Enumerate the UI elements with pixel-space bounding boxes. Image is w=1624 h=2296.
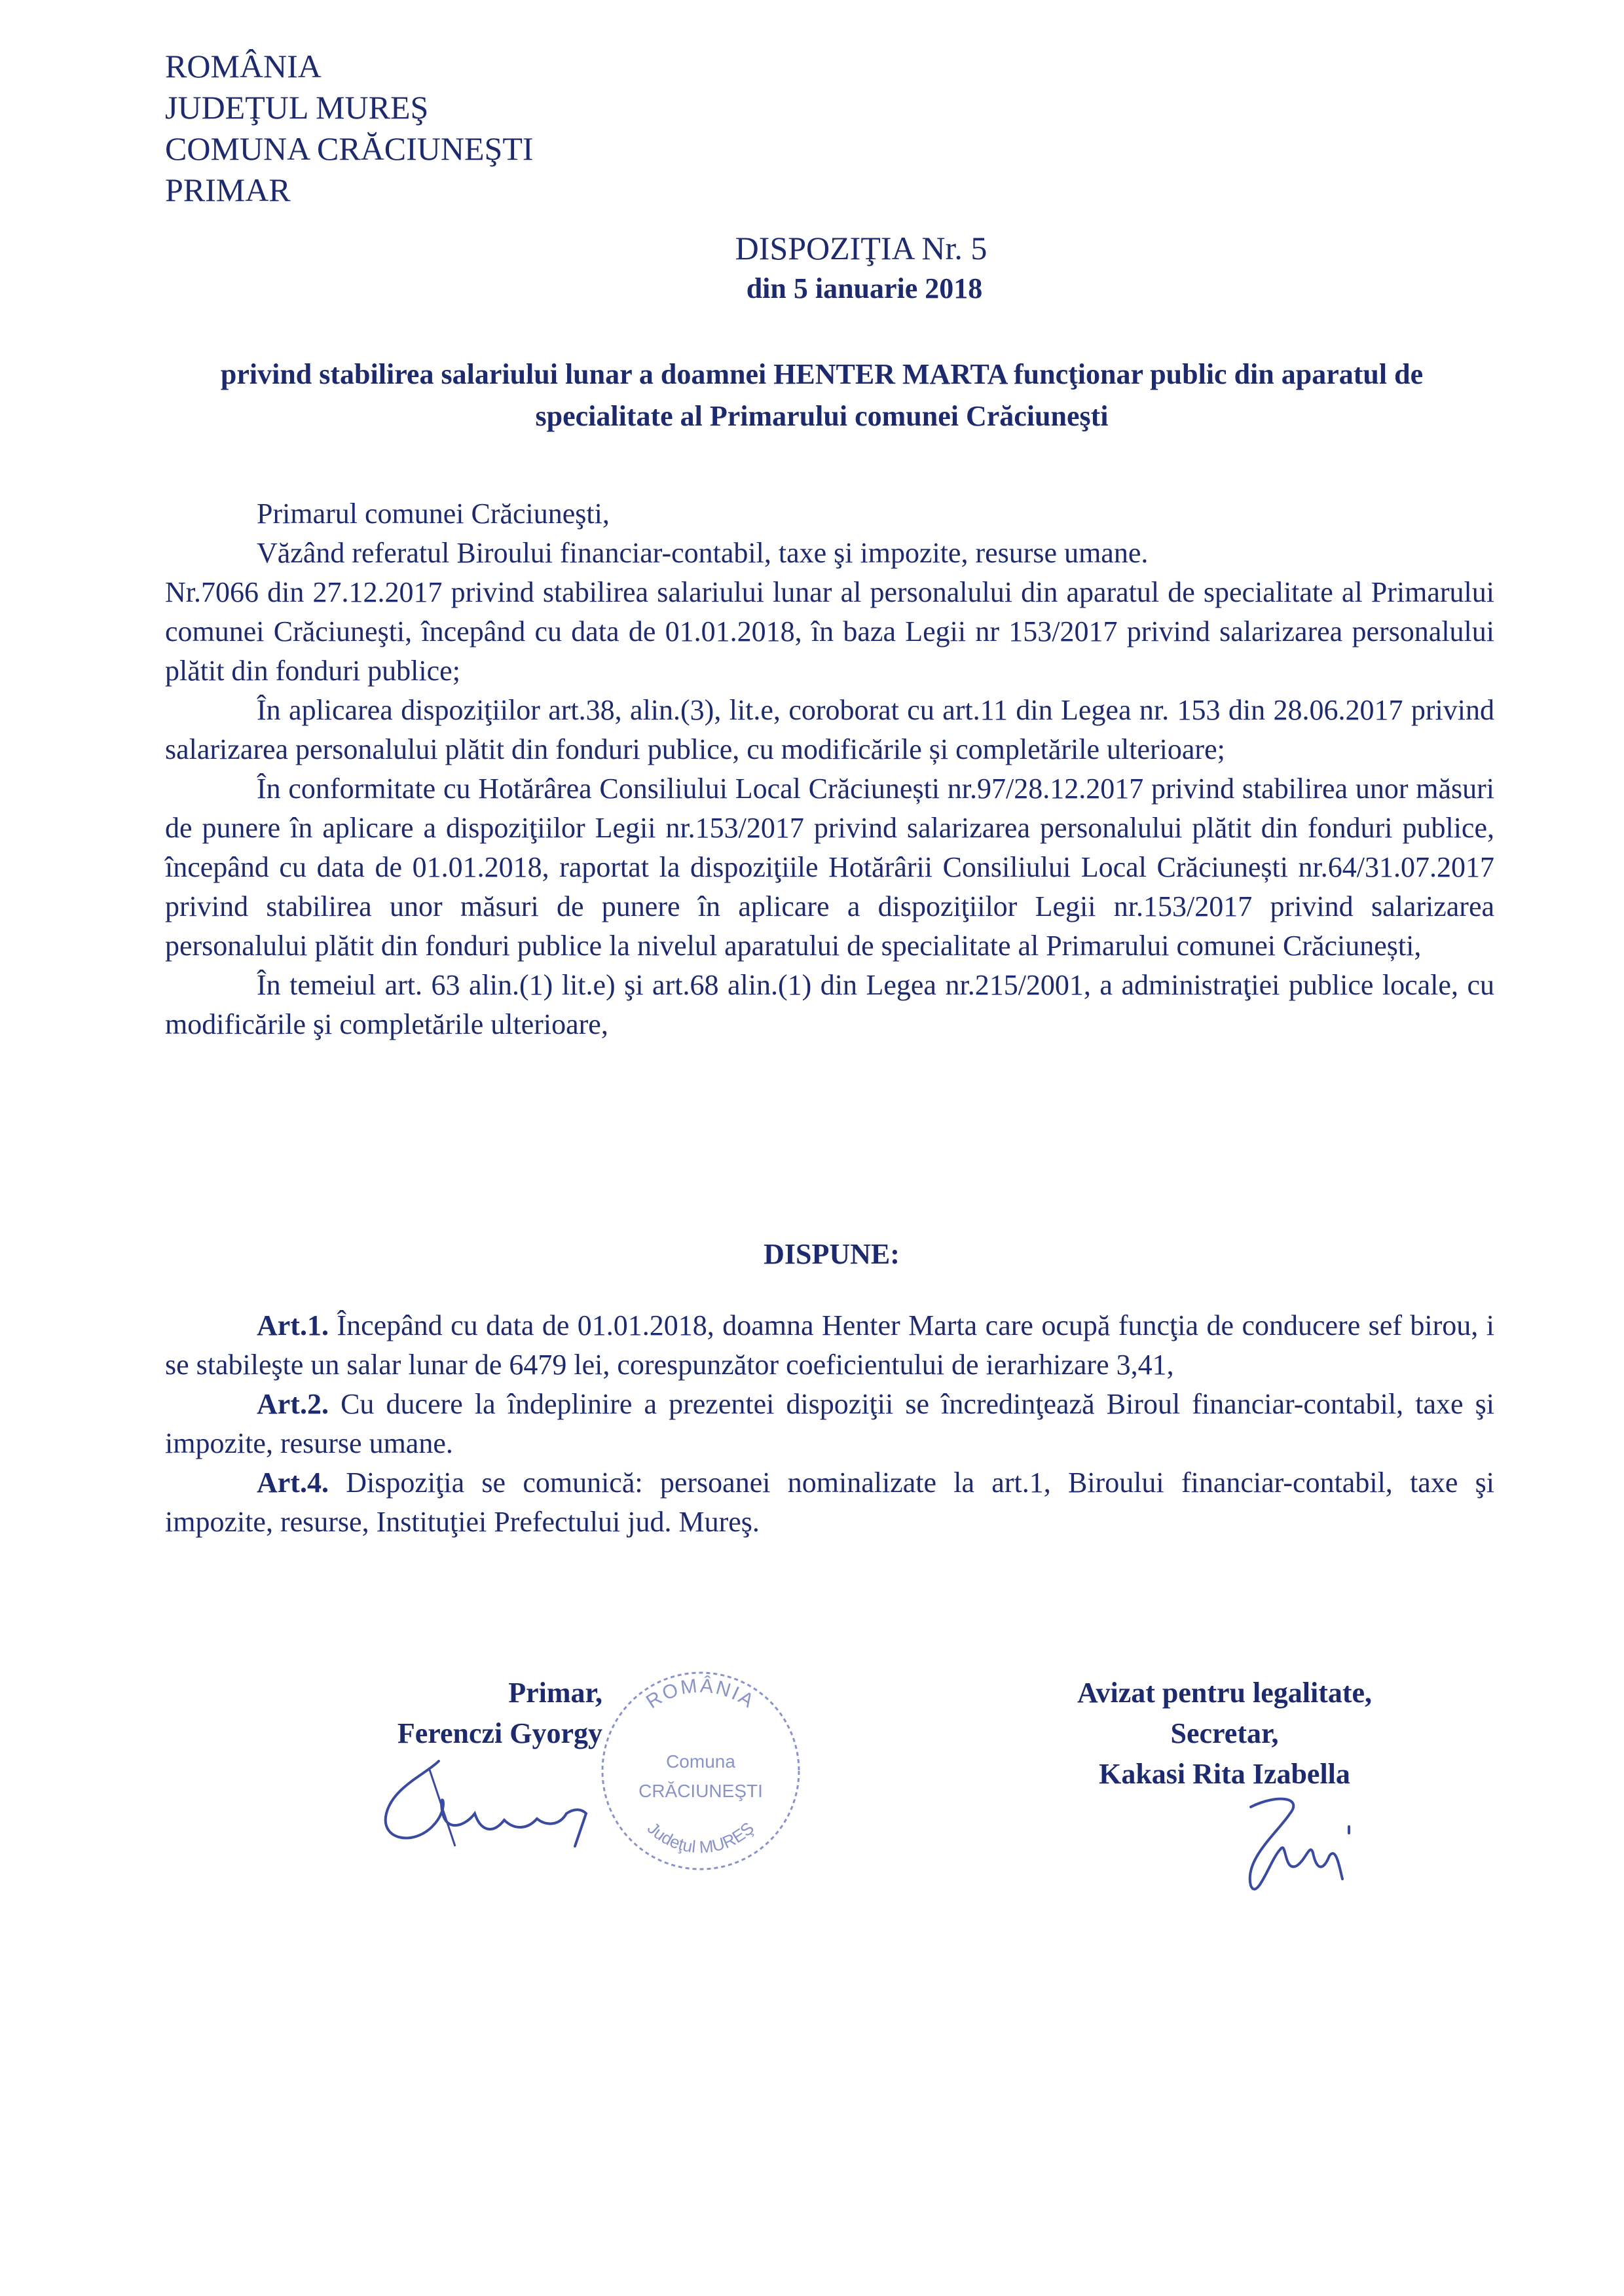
articles (165, 1306, 1494, 1542)
secretary-role: Secretar, (1170, 1717, 1279, 1749)
mayor-name: Ferenczi Gyorgy (397, 1717, 602, 1749)
preamble-paragraph: În aplicarea dispoziţiilor art.38, alin.(3), lit.e, coroborat cu art.11 din Legea nr. 153 din 28.06.2017 privind salarizarea personalului plătit din fonduri publice, cu modificările și completările ulterioare; (165, 694, 1494, 765)
article-text: Începând cu data de 01.01.2018, doamna Henter Marta care ocupă funcţia de conducere sef birou, i se stabileşte un salar lunar de 6479 lei, corespunzător coeficientului de ierarhizare 3,41, (165, 1309, 1494, 1381)
secretary-name: Kakasi Rita Izabella (1099, 1758, 1350, 1790)
article (165, 1385, 1494, 1463)
official-stamp (593, 1663, 809, 1879)
mayor-handwritten-signature (367, 1748, 602, 1859)
article-label: Art.1. (257, 1309, 329, 1341)
dispune-heading: DISPUNE: (764, 1238, 900, 1270)
document-header (165, 46, 534, 211)
secretary-handwritten-signature (1225, 1787, 1369, 1905)
article (165, 1463, 1494, 1542)
svg-text:ROMÂNIA: ROMÂNIA (642, 1675, 760, 1713)
preamble-paragraph: Nr.7066 din 27.12.2017 privind stabilirea salariului lunar al personalului din aparatul de specialitate al Primarului comunei Crăciuneşti, începând cu data de 01.01.2018, în baza Legii nr 153/2017 privind salarizarea personalului plătit din fonduri publice; (165, 576, 1494, 687)
preamble-paragraph: Văzând referatul Biroului financiar-contabil, taxe şi impozite, resurse umane. (257, 537, 1149, 569)
article (165, 1306, 1494, 1385)
document-subject: privind stabilirea salariului lunar a doamnei HENTER MARTA funcţionar public din aparatul de specialitate al Primarului comunei Crăciuneşti (220, 358, 1424, 432)
header-country: ROMÂNIA (165, 48, 322, 84)
article-text: Dispoziţia se comunică: persoanei nominalizate la art.1, Biroului financiar-contabil, taxe şi impozite, resurse, Instituţiei Prefectului jud. Mureş. (165, 1467, 1494, 1538)
article-text: Cu ducere la îndeplinire a prezentei dispoziţii se încredinţează Biroul financiar-contabil, taxe şi impozite, resurse umane. (165, 1388, 1494, 1459)
article-label: Art.2. (257, 1388, 329, 1420)
preamble-paragraph: În conformitate cu Hotărârea Consiliului Local Crăciunești nr.97/28.12.2017 privind stabilirea unor măsuri de punere în aplicare a dispoziţiilor Legii nr.153/2017 privind salarizarea personalului plătit din fonduri publice, începând cu data de 01.01.2018, raportat la dispoziţiile Hotărârii Consiliului Local Crăciunești nr.64/31.07.2017 privind stabilirea unor măsuri de punere în aplicare a dispoziţiilor Legii nr.153/2017 privind salarizarea personalului plătit din fonduri publice la nivelul aparatului de specialitate al Primarului comunei Crăciunești, (165, 773, 1494, 962)
article-label: Art.4. (257, 1467, 329, 1499)
secretary-signature-block (1022, 1673, 1428, 1795)
mayor-role: Primar, (508, 1677, 602, 1709)
svg-text:CRĂCIUNEŞTI: CRĂCIUNEŞTI (638, 1781, 763, 1801)
legality-note: Avizat pentru legalitate, (1077, 1677, 1373, 1709)
document-date: din 5 ianuarie 2018 (746, 272, 983, 304)
mayor-signature-block (354, 1673, 602, 1754)
preamble-paragraph: În temeiul art. 63 alin.(1) lit.e) şi art.68 alin.(1) din Legea nr.215/2001, a administraţiei publice locale, cu modificările şi completările ulterioare, (165, 969, 1494, 1040)
header-commune: COMUNA CRĂCIUNEŞTI (165, 130, 534, 167)
document-title: DISPOZIŢIA Nr. 5 (735, 230, 987, 266)
preamble-paragraph: Primarul comunei Crăciuneşti, (257, 498, 610, 530)
svg-text:Comuna: Comuna (666, 1751, 735, 1772)
header-office: PRIMAR (165, 172, 291, 208)
svg-text:Judeţul MUREŞ: Judeţul MUREŞ (643, 1818, 758, 1857)
preamble (165, 494, 1494, 1044)
header-county: JUDEŢUL MUREŞ (165, 89, 429, 126)
